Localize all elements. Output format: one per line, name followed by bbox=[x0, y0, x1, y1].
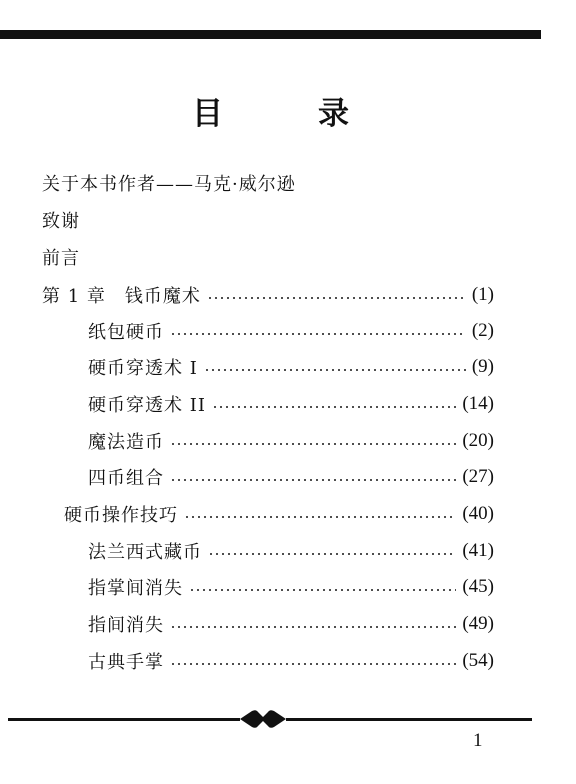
dot-leader bbox=[208, 553, 456, 555]
toc-entry-section[interactable] bbox=[88, 646, 494, 676]
toc-entry-label: 致谢 bbox=[42, 211, 80, 232]
toc-entry-label: 纸包硬币 bbox=[88, 322, 164, 343]
toc-entry-label: 古典手掌 bbox=[88, 652, 164, 673]
toc-entry-about-author[interactable] bbox=[42, 168, 296, 198]
toc-entry-subchapter[interactable] bbox=[64, 499, 494, 529]
toc-entry-label: 硬币操作技巧 bbox=[64, 505, 178, 526]
toc-entry-page: (9) bbox=[471, 356, 494, 377]
dot-leader bbox=[212, 406, 456, 408]
toc-entry-preface[interactable] bbox=[42, 242, 80, 272]
page-number: 1 bbox=[473, 730, 483, 751]
toc-entry-page: (27) bbox=[462, 466, 494, 487]
dot-leader bbox=[170, 479, 456, 481]
toc-entry-section[interactable] bbox=[88, 389, 494, 419]
toc-entry-label: 四币组合 bbox=[88, 468, 164, 489]
toc-entry-page: (20) bbox=[462, 430, 494, 451]
page-title: 目 录 bbox=[192, 96, 381, 132]
toc-entry-section[interactable] bbox=[88, 536, 494, 566]
toc-entry-section[interactable] bbox=[88, 609, 494, 639]
toc-entry-label: 指间消失 bbox=[88, 615, 164, 636]
toc-entry-label: 法兰西式藏币 bbox=[88, 542, 202, 563]
toc-entry-page: (14) bbox=[462, 393, 494, 414]
toc-entry-page: (1) bbox=[471, 284, 494, 305]
dot-leader bbox=[204, 369, 466, 371]
toc-entry-section[interactable] bbox=[88, 352, 494, 382]
toc-entry-page: (41) bbox=[462, 540, 494, 561]
toc-entry-page: (49) bbox=[462, 613, 494, 634]
toc-entry-page: (2) bbox=[471, 320, 494, 341]
bottom-rule-left bbox=[8, 718, 240, 721]
toc-entry-label: 指掌间消失 bbox=[88, 578, 183, 599]
toc-entry-page: (40) bbox=[462, 503, 494, 524]
toc-entry-label: 关于本书作者——马克·威尔逊 bbox=[42, 174, 296, 195]
toc-entry-section[interactable] bbox=[88, 462, 494, 492]
toc-entry-label: 前言 bbox=[42, 248, 80, 269]
toc-entry-label: 魔法造币 bbox=[88, 432, 164, 453]
bottom-rule-right bbox=[286, 718, 532, 721]
dot-leader bbox=[170, 663, 456, 665]
toc-entry-section[interactable] bbox=[88, 426, 494, 456]
toc-entry-label: 第 1 章 钱币魔术 bbox=[42, 286, 201, 307]
toc-entry-chapter-1[interactable] bbox=[42, 280, 494, 310]
dot-leader bbox=[170, 626, 456, 628]
toc-entry-page: (45) bbox=[462, 576, 494, 597]
toc-entry-section[interactable] bbox=[88, 572, 494, 602]
toc-entry-label: 硬币穿透术 II bbox=[88, 395, 206, 416]
bowtie-ornament-icon bbox=[238, 708, 288, 730]
dot-leader bbox=[184, 516, 456, 518]
dot-leader bbox=[207, 297, 466, 299]
toc-entry-section[interactable] bbox=[88, 316, 494, 346]
dot-leader bbox=[170, 443, 456, 445]
dot-leader bbox=[170, 333, 466, 335]
toc-entry-page: (54) bbox=[462, 650, 494, 671]
toc-entry-acknowledgements[interactable] bbox=[42, 205, 80, 235]
toc-entry-label: 硬币穿透术 I bbox=[88, 358, 198, 379]
top-rule bbox=[0, 30, 541, 39]
dot-leader bbox=[189, 589, 456, 591]
